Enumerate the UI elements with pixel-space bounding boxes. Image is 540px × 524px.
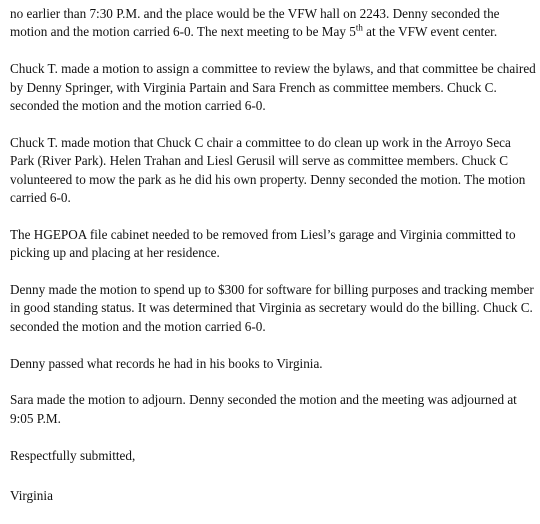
paragraph-records: Denny passed what records he had in his books to Virginia.	[10, 355, 323, 371]
ordinal-suffix: th	[355, 23, 363, 34]
paragraph-file-cabinet: The HGEPOA file cabinet needed to be removed from Liesl’s garage and Virginia committed to picking up and placing at her residence.	[10, 226, 516, 261]
paragraph-park-cleanup: Chuck T. made motion that Chuck C chair a committee to do clean up work in the Arroyo Seca Park (River Park). Helen Trahan and Liesl Gerusil will serve as committee members. Chuck C volunteered to mow the park as he did his own property. Denny seconded the motion. The motion carried 6-0.	[10, 134, 526, 206]
document-page	[10, 0, 538, 524]
paragraph-adjourn: Sara made the motion to adjourn. Denny seconded the motion and the meeting was adjourned at 9:05 P.M.	[10, 392, 517, 426]
paragraph-meeting-schedule-text: no earlier than 7:30 P.M. and the place would be the VFW hall on 2243. Denny seconded the motion and the motion carried 6-0. The next meeting to be May 5	[10, 6, 500, 40]
paragraph-billing-software: Denny made the motion to spend up to $300 for software for billing purposes and tracking member in good standing status. It was determined that Virginia as secretary would do the billing. Chuck C. seconded the motion and the motion carried 6-0.	[10, 282, 534, 334]
signature-name: Virginia	[10, 488, 53, 504]
closing-line: Respectfully submitted,	[10, 447, 136, 463]
paragraph-bylaws-committee: Chuck T. made a motion to assign a committee to review the bylaws, and that committee be chaired by Denny Springer, with Virginia Partain and Sara French as committee members. Chuck C. seconded the motion and the motion carried 6-0.	[10, 61, 536, 114]
paragraph-meeting-schedule-tail: at the VFW event center.	[362, 24, 498, 40]
paragraph-meeting-schedule	[10, 5, 538, 42]
